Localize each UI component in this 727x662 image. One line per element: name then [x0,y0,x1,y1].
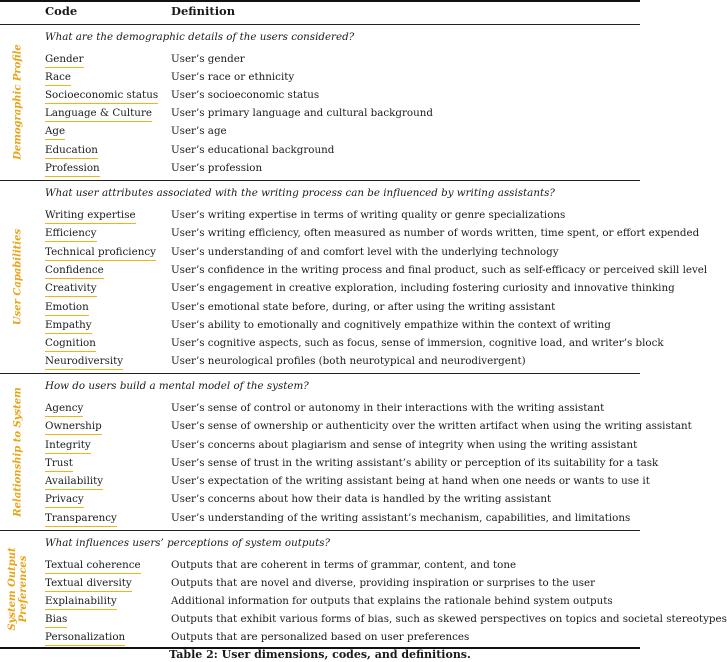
code-definition: User’s neurological profiles (both neurotypical and neurodivergent) [171,355,526,367]
code-term: Agency [45,402,83,417]
header-code: Code [45,4,78,18]
code-term: Textual coherence [45,559,141,574]
section-question: What are the demographic details of the users considered? [45,31,355,43]
code-definition: User’s gender [171,53,245,65]
table-row [0,475,650,493]
table-row [0,71,640,89]
code-definition: User’s race or ethnicity [171,71,295,83]
table-row [0,439,640,457]
code-definition: User’s sense of ownership or authenticity over the written artifact when using the writing assistant [171,420,692,432]
code-term: Writing expertise [45,209,136,224]
table-row [0,512,640,530]
table-row [0,420,692,438]
code-term: Availability [45,475,103,490]
code-definition: User’s concerns about plagiarism and sense of integrity when using the writing assistant [171,439,638,451]
table-row [0,337,664,355]
code-term: Empathy [45,319,92,334]
code-term: Neurodiversity [45,355,123,370]
section-question: What influences users’ perceptions of system outputs? [45,537,331,549]
code-definition: User’s age [171,125,227,137]
code-definition: Outputs that are coherent in terms of grammar, content, and tone [171,559,517,571]
code-term: Creativity [45,282,97,297]
code-definition: User’s writing expertise in terms of writing quality or genre specializations [171,209,566,221]
code-definition: User’s sense of trust in the writing assistant’s ability or perception of its suitability for a task [171,457,659,469]
table-row [0,301,640,319]
code-definition: User’s expectation of the writing assistant being at hand when one needs or wants to use it [171,475,650,487]
code-term: Ownership [45,420,102,435]
table-row [0,209,640,227]
code-term: Cognition [45,337,96,352]
code-term: Privacy [45,493,84,508]
code-definition: User’s understanding of and comfort level with the underlying technology [171,246,559,258]
table-row [0,144,640,162]
code-term: Language & Culture [45,107,152,122]
table-row [0,493,640,511]
code-definition: User’s understanding of the writing assistant’s mechanism, capabilities, and limitations [171,512,631,524]
code-term: Technical proficiency [45,246,156,261]
table-row [0,89,640,107]
code-term: Explainability [45,595,117,610]
table-row [0,319,640,337]
table-row [0,162,640,180]
table-row [0,457,659,475]
code-definition: User’s educational background [171,144,335,156]
table-row [0,595,640,613]
code-term: Integrity [45,439,91,454]
section-label: Demographic Profile [12,44,24,160]
section-question: How do users build a mental model of the system? [45,380,309,392]
code-definition: Outputs that exhibit various forms of bias, such as skewed perspectives on topics and societal stereotypes [171,613,727,625]
table-row [0,577,640,595]
code-term: Confidence [45,264,104,279]
code-term: Socioeconomic status [45,89,158,104]
code-definition: User’s sense of control or autonomy in their interactions with the writing assistant [171,402,605,414]
code-term: Trust [45,457,73,472]
section-label: User Capabilities [12,228,24,325]
code-definition: User’s emotional state before, during, or after using the writing assistant [171,301,556,313]
top-rule [0,0,640,2]
code-definition: User’s writing efficiency, often measured as number of words written, time spent, or effort expended [171,227,700,239]
table-row [0,246,640,264]
code-term: Personalization [45,631,125,646]
section-user-capabilities [0,180,708,373]
code-definition: Outputs that are personalized based on user preferences [171,631,470,643]
code-term: Gender [45,53,84,68]
section-label: Relationship to System [12,386,24,517]
section-relationship-to-system [0,373,692,530]
table-row [0,107,640,125]
table-row [0,559,640,577]
code-term: Bias [45,613,67,628]
code-term: Education [45,144,98,159]
section-question: What user attributes associated with the writing process can be influenced by writing assistants? [45,187,555,199]
table-row [0,402,640,420]
code-term: Age [45,125,65,140]
code-definition: User’s confidence in the writing process and final product, such as self-efficacy or perceived skill level [171,264,708,276]
code-definition: User’s profession [171,162,263,174]
table-row [0,227,700,245]
code-definition: User’s ability to emotionally and cognitively empathize within the context of writing [171,319,611,331]
code-term: Textual diversity [45,577,132,592]
table-row [0,355,640,373]
table-caption: Table 2: User dimensions, codes, and definitions. [169,648,471,661]
section-demographic-profile [0,24,640,180]
code-term: Profession [45,162,100,177]
code-definition: Outputs that are novel and diverse, providing inspiration or surprises to the user [171,577,596,589]
code-term: Efficiency [45,227,97,242]
code-definition: Additional information for outputs that explains the rationale behind system outputs [171,595,613,607]
code-term: Race [45,71,71,86]
section-system-output-preferences [0,530,727,648]
header-definition: Definition [171,4,236,18]
section-label: System Output Preferences [7,547,29,631]
code-definition: User’s concerns about how their data is handled by the writing assistant [171,493,552,505]
table-row [0,53,640,71]
code-term: Emotion [45,301,89,316]
table-row [0,125,640,143]
code-definition: User’s engagement in creative exploration, including fostering curiosity and innovative thinking [171,282,675,294]
code-definition: User’s socioeconomic status [171,89,320,101]
table-row [0,613,727,631]
table-row [0,282,675,300]
code-definition: User’s cognitive aspects, such as focus, sense of immersion, cognitive load, and writer’s block [171,337,664,349]
code-definition: User’s primary language and cultural background [171,107,433,119]
code-term: Transparency [45,512,117,527]
table-row [0,264,708,282]
